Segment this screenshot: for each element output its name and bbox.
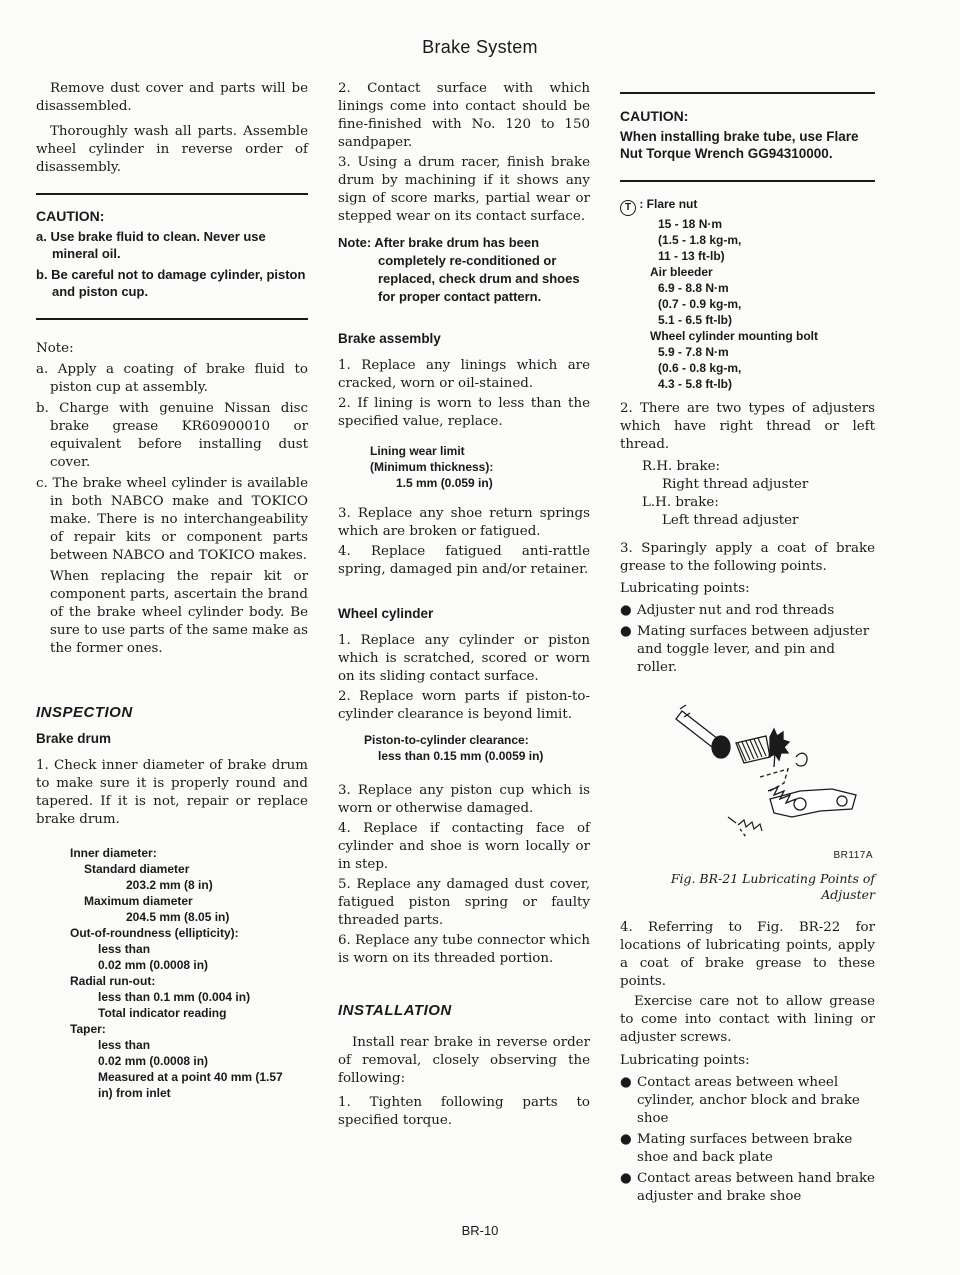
wheel-cylinder-step-5: 5. Replace any damaged dust cover, fatigued piston spring or faulty threaded parts.	[338, 877, 590, 928]
torque-icon	[620, 200, 636, 216]
spec-label: Lining wear limit	[370, 444, 465, 458]
spec-value: 204.5 mm (8.05 in)	[126, 910, 230, 924]
drum-note: Note: After brake drum has been completely re-conditioned or replaced, check drum and shoes for proper contact pattern.	[338, 235, 580, 304]
spec-value: less than 0.15 mm (0.0059 in)	[378, 749, 544, 763]
installation-heading: INSTALLATION	[338, 1002, 452, 1019]
brake-assembly-step-2: 2. If lining is worn to less than the specified value, replace.	[338, 396, 590, 429]
spec-value: 203.2 mm (8 in)	[126, 878, 213, 892]
bullet-icon: ●	[620, 1171, 632, 1186]
figure-caption-line-2: Adjuster	[821, 887, 875, 902]
wheel-cylinder-heading: Wheel cylinder	[338, 606, 434, 621]
spec-value: Measured at a point 40 mm (1.57 in) from inlet	[98, 1070, 283, 1100]
caution-title: CAUTION:	[620, 108, 689, 124]
spec-label: Piston-to-cylinder clearance:	[364, 733, 529, 747]
caution-box	[36, 195, 308, 318]
spec-value: 5.1 - 6.5 ft-lb)	[658, 313, 733, 327]
bullet-icon: ●	[620, 1132, 632, 1147]
torque-spec	[620, 196, 875, 392]
spec-label: Maximum diameter	[84, 894, 193, 908]
caution-text: When installing brake tube, use Flare Nut Torque Wrench GG94310000.	[620, 129, 859, 161]
spec-value: (1.5 - 1.8 kg-m,	[658, 233, 742, 247]
adjuster-step-2: 2. There are two types of adjusters which have right thread or left thread.	[620, 401, 875, 452]
bullet-icon: ●	[620, 624, 632, 639]
wheel-cylinder-step-6: 6. Replace any tube connector which is worn on its threaded portion.	[338, 933, 590, 966]
spec-value: Total indicator reading	[98, 1006, 227, 1020]
spec-value: 4.3 - 5.8 ft-lb)	[658, 377, 733, 391]
spec-value: 1.5 mm (0.059 in)	[396, 476, 493, 490]
spec-value: 0.02 mm (0.0008 in)	[98, 958, 209, 972]
spec-value: (0.7 - 0.9 kg-m,	[658, 297, 742, 311]
spec-label: : Flare nut	[639, 197, 698, 211]
column-right	[620, 80, 875, 1209]
page-number: BR-10	[461, 1223, 499, 1238]
column-middle	[338, 80, 590, 1137]
spec-label: Standard diameter	[84, 862, 190, 876]
list-item: ● Contact areas between hand brake adjuster and brake shoe	[620, 1171, 875, 1204]
spec-value: (0.6 - 0.8 kg-m,	[658, 361, 742, 375]
wheel-cylinder-step-4: 4. Replace if contacting face of cylinder and shoe is worn locally or in step.	[338, 821, 590, 872]
adjuster-step-3: 3. Sparingly apply a coat of brake grease to the following points.	[620, 541, 875, 574]
rh-adjuster: Right thread adjuster	[662, 477, 809, 492]
spec-label: Radial run-out:	[70, 974, 156, 988]
note-label: Note:	[36, 341, 74, 356]
caution-box	[620, 94, 875, 180]
lh-brake-label: L.H. brake:	[642, 495, 719, 510]
wheel-cylinder-step-1: 1. Replace any cylinder or piston which is scratched, scored or worn on its sliding contact surface.	[338, 633, 590, 684]
brake-drum-text: 1. Check inner diameter of brake drum to make sure it is properly round and tapered. If it is not, repair or replace brake drum.	[36, 758, 308, 827]
intro-paragraph-2: Thoroughly wash all parts. Assemble wheel cylinder in reverse order of disassembly.	[36, 124, 308, 175]
spec-value: 5.9 - 7.8 N·m	[658, 345, 729, 359]
spec-label: Air bleeder	[650, 265, 713, 279]
list-item: ● Mating surfaces between adjuster and toggle lever, and pin and roller.	[620, 624, 870, 675]
figure-code: BR117A	[833, 850, 873, 861]
spec-label: (Minimum thickness):	[370, 460, 494, 474]
bullet-icon: ●	[620, 1075, 632, 1090]
spec-value: less than	[98, 1038, 151, 1052]
spec-label: Wheel cylinder mounting bolt	[650, 329, 818, 343]
caution-item-b: b. Be careful not to damage cylinder, piston and piston cup.	[36, 267, 306, 299]
installation-step-1: 1. Tighten following parts to specified torque.	[338, 1095, 590, 1128]
installation-text: Install rear brake in reverse order of removal, closely observing the following:	[338, 1035, 590, 1086]
inspection-heading: INSPECTION	[36, 704, 133, 721]
drum-step-2: 2. Contact surface with which linings come into contact should be fine-finished with No. 120 to 150 sandpaper.	[338, 81, 590, 150]
drum-spec-block	[36, 845, 308, 1101]
spec-label: Taper:	[70, 1022, 106, 1036]
wheel-cylinder-step-2: 2. Replace worn parts if piston-to-cylinder clearance is beyond limit.	[338, 689, 590, 722]
note-b: b. Charge with genuine Nissan disc brake grease KR60900010 or equivalent before installing dust cover.	[36, 401, 308, 470]
spec-label: Out-of-roundness (ellipticity):	[70, 926, 239, 940]
lubricating-points-label: Lubricating points:	[620, 581, 750, 596]
bullet-icon: ●	[620, 603, 632, 618]
lubricate-caution: Exercise care not to allow grease to come into contact with lining or adjuster screws.	[620, 994, 875, 1045]
spec-value: 0.02 mm (0.0008 in)	[98, 1054, 209, 1068]
adjuster-figure	[620, 687, 875, 877]
adjuster-illustration	[620, 687, 875, 847]
spec-value: 6.9 - 8.8 N·m	[658, 281, 729, 295]
divider	[620, 180, 875, 182]
list-item: ● Adjuster nut and rod threads	[620, 603, 835, 618]
lh-adjuster: Left thread adjuster	[662, 513, 799, 528]
spec-value: 11 - 13 ft-lb)	[658, 249, 725, 263]
spec-value: 15 - 18 N·m	[658, 217, 723, 231]
page-title: Brake System	[422, 37, 538, 57]
clearance-spec	[338, 732, 590, 764]
wheel-cylinder-step-3: 3. Replace any piston cup which is worn or otherwise damaged.	[338, 783, 590, 816]
list-item: ● Contact areas between wheel cylinder, anchor block and brake shoe	[620, 1075, 860, 1126]
brake-assembly-heading: Brake assembly	[338, 331, 441, 346]
spec-value: less than 0.1 mm (0.004 in)	[98, 990, 251, 1004]
brake-assembly-step-3: 3. Replace any shoe return springs which are broken or fatigued.	[338, 506, 590, 539]
torque-symbol: T	[624, 202, 632, 213]
figure-caption-line-1: Fig. BR-21 Lubricating Points of	[670, 871, 875, 886]
brake-assembly-step-4: 4. Replace fatigued anti-rattle spring, damaged pin and/or retainer.	[338, 544, 590, 577]
adjuster-types	[620, 458, 875, 530]
note-c: c. The brake wheel cylinder is available in both NABCO make and TOKICO make. There is no interchangeability of repair kits or component parts between NABCO and TOKICO makes.	[36, 476, 308, 563]
caution-title: CAUTION:	[36, 208, 105, 224]
note-c-continued: When replacing the repair kit or component parts, ascertain the brand of the brake wheel cylinder body. Be sure to use parts of the same make as the former ones.	[50, 569, 308, 656]
brake-assembly-step-1: 1. Replace any linings which are cracked, worn or oil-stained.	[338, 358, 590, 391]
note-a: a. Apply a coating of brake fluid to piston cup at assembly.	[36, 362, 308, 395]
intro-paragraph-1: Remove dust cover and parts will be disassembled.	[36, 81, 308, 114]
brake-drum-heading: Brake drum	[36, 731, 112, 746]
caution-item-a: a. Use brake fluid to clean. Never use mineral oil.	[36, 229, 266, 261]
lubricate-step-4: 4. Referring to Fig. BR-22 for locations of lubricating points, apply a coat of brake grease to these points.	[620, 920, 875, 989]
spec-value: less than	[98, 942, 151, 956]
list-item: ● Mating surfaces between brake shoe and back plate	[620, 1132, 853, 1165]
column-left	[36, 80, 308, 1101]
drum-step-3: 3. Using a drum racer, finish brake drum by machining if it shows any sign of score marks, partial wear or stepped wear on its contact surface.	[338, 155, 590, 224]
rh-brake-label: R.H. brake:	[642, 459, 721, 474]
spec-label: Inner diameter:	[70, 846, 157, 860]
lining-spec	[338, 443, 590, 491]
lubricating-points-label-2: Lubricating points:	[620, 1053, 750, 1068]
divider	[36, 318, 308, 320]
